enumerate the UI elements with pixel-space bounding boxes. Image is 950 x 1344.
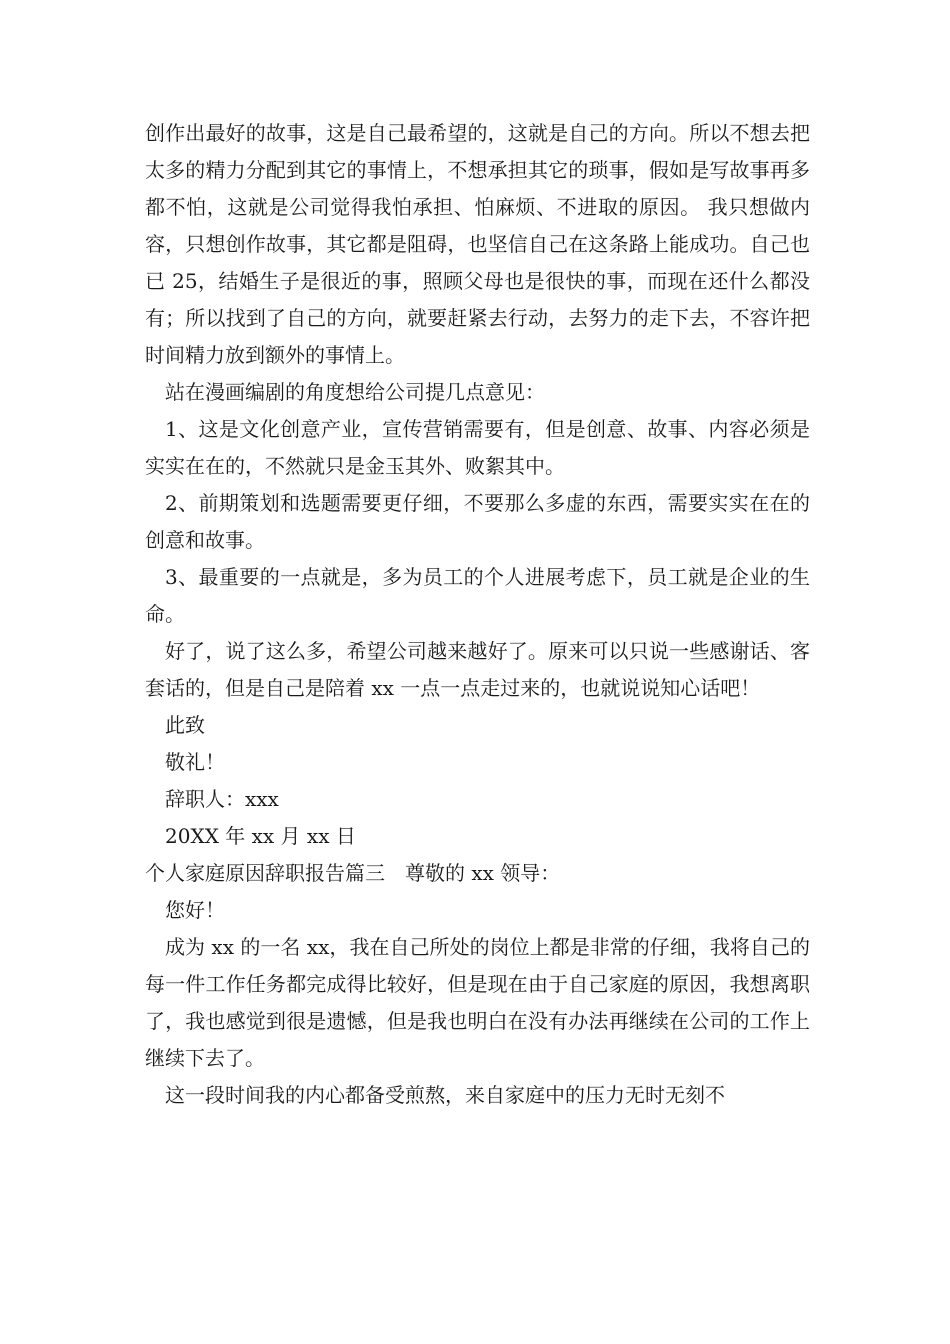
- suggestions-heading: 站在漫画编剧的角度想给公司提几点意见：: [165, 380, 545, 404]
- salute-line: 敬礼！: [165, 750, 225, 774]
- suggestion-item-2: 2、前期策划和选题需要更仔细，不要那么多虚的东西，需要实实在在的创意和故事。: [145, 491, 810, 552]
- salutation-line: 此致: [165, 713, 205, 737]
- signature-line: 辞职人：xxx: [165, 787, 279, 811]
- greeting-line: 您好！: [165, 898, 225, 922]
- body-paragraph: 这一段时间我的内心都备受煎熬，来自家庭中的压力无时无刻不: [165, 1083, 725, 1107]
- date-line: 20XX 年 xx 月 xx 日: [165, 824, 356, 848]
- body-paragraph: 成为 xx 的一名 xx，我在自己所处的岗位上都是非常的仔细，我将自己的每一件工作任务都完成得比较好，但是现在由于自己家庭的原因，我想离职了，我也感觉到很是遗憾，但是我也明白在没有办法再继续在公司的工作上继续下去了。: [145, 935, 810, 1070]
- body-paragraph: 创作出最好的故事，这是自己最希望的，这就是自己的方向。所以不想去把太多的精力分配到其它的事情上，不想承担其它的琐事，假如是写故事再多都不怕，这就是公司觉得我怕承担、怕麻烦、不进取的原因。 我只想做内容，只想创作故事，其它都是阻碍，也坚信自己在这条路上能成功。自己也已 25，结婚生子是很近的事，照顾父母也是很快的事，而现在还什么都没有；所以找到了自己的方向，就要赶紧去行动，去努力的走下去，不容许把时间精力放到额外的事情上。: [145, 121, 810, 367]
- section-title: 个人家庭原因辞职报告篇三 尊敬的 xx 领导：: [145, 861, 561, 885]
- suggestion-item-3: 3、最重要的一点就是，多为员工的个人进展考虑下，员工就是企业的生命。: [145, 565, 810, 626]
- document-page: [145, 115, 810, 1114]
- suggestion-item-1: 1、这是文化创意产业，宣传营销需要有，但是创意、故事、内容必须是实实在在的，不然就只是金玉其外、败絮其中。: [145, 417, 810, 478]
- closing-paragraph: 好了，说了这么多，希望公司越来越好了。原来可以只说一些感谢话、客套话的，但是自己是陪着 xx 一点一点走过来的，也就说说知心话吧！: [145, 639, 810, 700]
